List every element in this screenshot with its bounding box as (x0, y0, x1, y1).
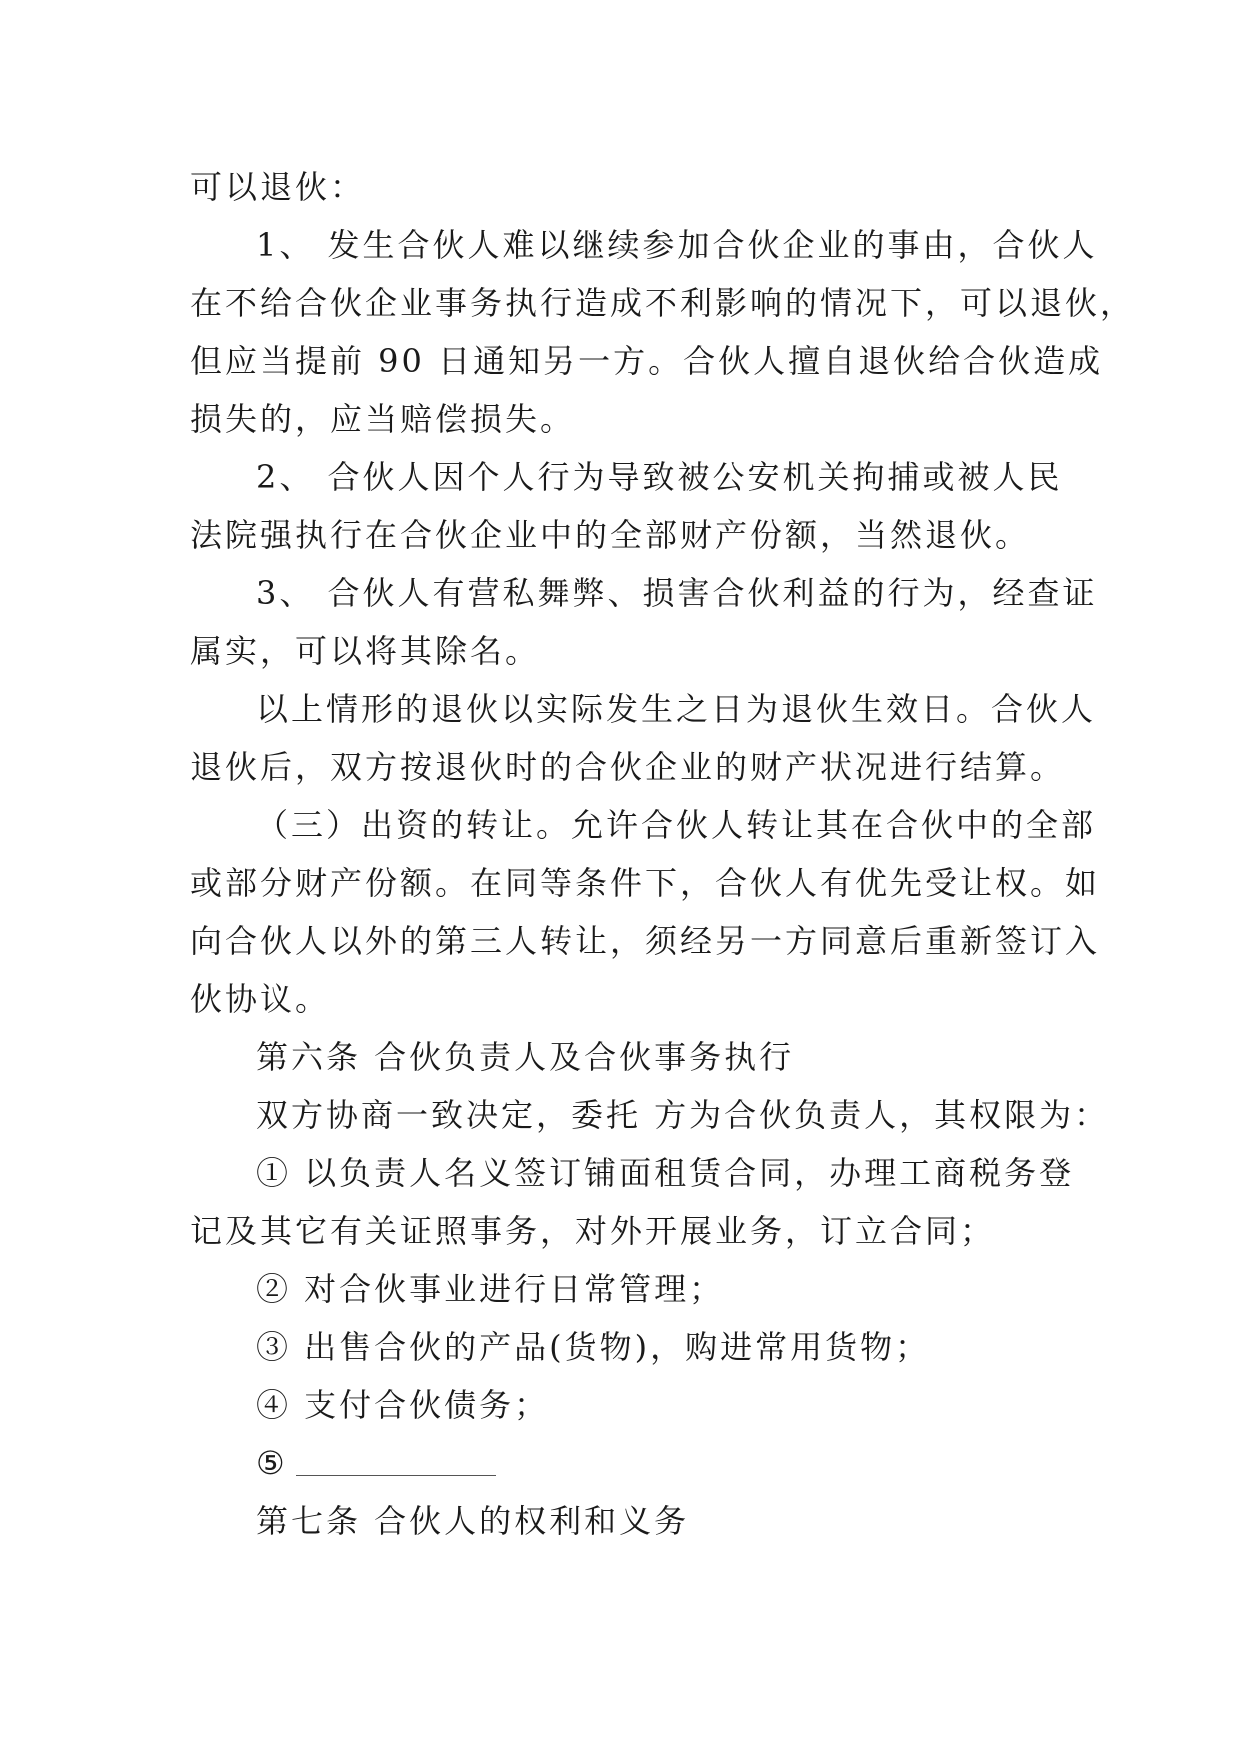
text-line: 但应当提前 90 日通知另一方。合伙人擅自退伙给合伙造成 (190, 342, 1104, 380)
list-marker: ⑤ (256, 1444, 288, 1482)
text-line: 属实，可以将其除名。 (190, 632, 541, 670)
text-line: 退伙后，双方按退伙时的合伙企业的财产状况进行结算。 (190, 748, 1066, 786)
text-line: 伙协议。 (190, 980, 331, 1018)
text-line: 可以退伙： (190, 168, 366, 206)
text-line: 以上情形的退伙以实际发生之日为退伙生效日。合伙人 (256, 690, 1097, 728)
list-item: ② 对合伙事业进行日常管理； (256, 1270, 725, 1308)
text-line: （三）出资的转让。允许合伙人转让其在合伙中的全部 (256, 806, 1097, 844)
section-heading: 第七条 合伙人的权利和义务 (256, 1502, 690, 1540)
text-line: 法院强执行在合伙企业中的全部财产份额，当然退伙。 (190, 516, 1031, 554)
fill-in-blank (296, 1445, 496, 1476)
text-line: 向合伙人以外的第三人转让，须经另一方同意后重新签订入 (190, 922, 1101, 960)
text-line: 或部分财产份额。在同等条件下，合伙人有优先受让权。如 (190, 864, 1101, 902)
list-item: ① 以负责人名义签订铺面租赁合同，办理工商税务登 (256, 1154, 1075, 1192)
section-heading: 第六条 合伙负责人及合伙事务执行 (256, 1038, 795, 1076)
text-line: 1、 发生合伙人难以继续参加合伙企业的事由，合伙人 (256, 226, 1098, 264)
text-line: 记及其它有关证照事务，对外开展业务，订立合同； (190, 1212, 996, 1250)
text-line: 双方协商一致决定，委托 方为合伙负责人，其权限为： (256, 1096, 1110, 1134)
list-item: ③ 出售合伙的产品(货物)，购进常用货物； (256, 1328, 931, 1366)
text-line: 在不给合伙企业事务执行造成不利影响的情况下，可以退伙， (190, 284, 1136, 322)
text-line: 2、 合伙人因个人行为导致被公安机关拘捕或被人民 (256, 458, 1063, 496)
text-line: 损失的，应当赔偿损失。 (190, 400, 576, 438)
list-item: ④ 支付合伙债务； (256, 1386, 550, 1424)
document-body (190, 158, 1136, 1550)
text-line: 3、 合伙人有营私舞弊、损害合伙利益的行为，经查证 (256, 574, 1098, 612)
list-item (190, 1434, 1090, 1492)
